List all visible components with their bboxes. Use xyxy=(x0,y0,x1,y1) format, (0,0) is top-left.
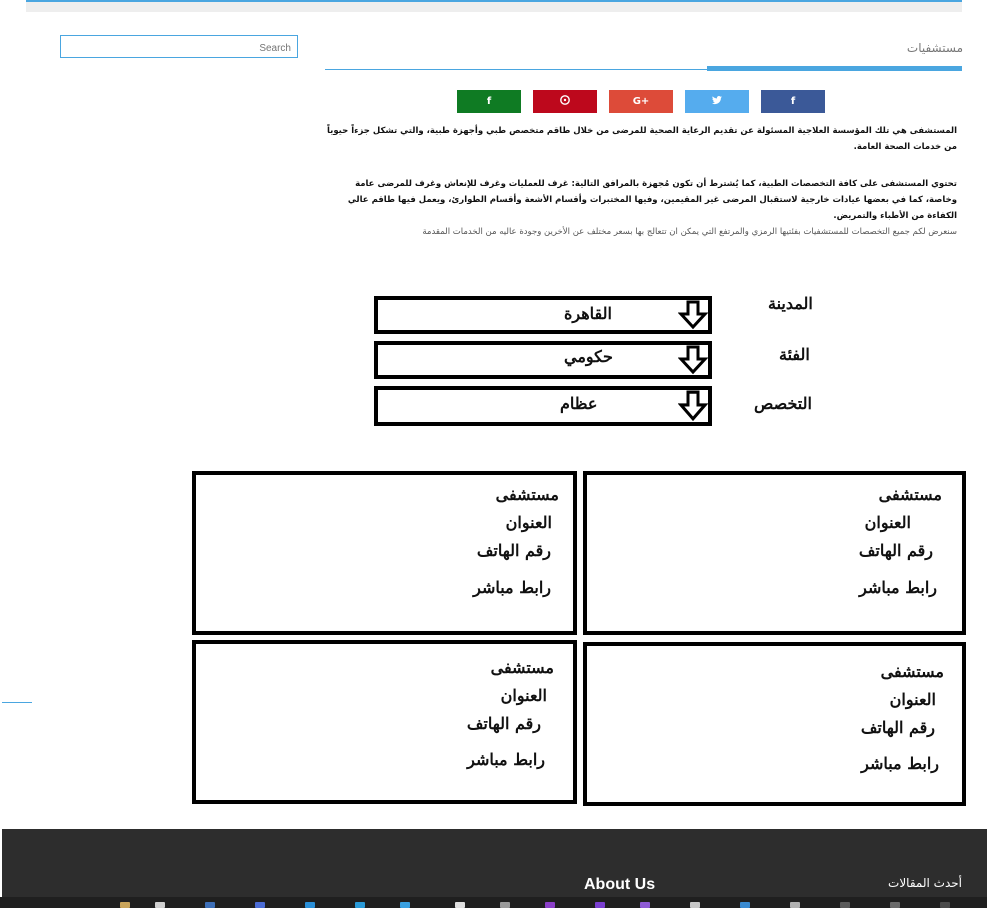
category-label: الفئة xyxy=(779,345,810,364)
hospital-phone: رقم الهاتف xyxy=(858,541,933,560)
hospital-direct-link[interactable]: رابط مباشر xyxy=(473,578,551,597)
title-divider-accent xyxy=(707,66,962,71)
hospital-name: مستشفى xyxy=(878,485,942,504)
taskbar-app-icon[interactable] xyxy=(500,902,510,908)
google-plus-icon: G+ xyxy=(632,96,650,107)
search-input[interactable] xyxy=(61,38,297,59)
footer-latest-articles-heading: أحدث المقالات xyxy=(888,876,962,890)
taskbar-app-icon[interactable] xyxy=(690,902,700,908)
taskbar-app-icon[interactable] xyxy=(355,902,365,908)
hospital-address: العنوان xyxy=(505,513,552,532)
taskbar-app-icon[interactable] xyxy=(940,902,950,908)
hospital-direct-link[interactable]: رابط مباشر xyxy=(467,750,545,769)
twitter-icon xyxy=(712,96,722,108)
hospital-card[interactable] xyxy=(192,471,577,635)
city-label: المدينة xyxy=(768,294,813,313)
arrow-down-icon xyxy=(678,300,708,330)
category-value: حكومي xyxy=(564,347,613,366)
taskbar-app-icon[interactable] xyxy=(400,902,410,908)
city-select[interactable] xyxy=(374,296,712,334)
taskbar xyxy=(0,897,987,908)
hospital-card[interactable] xyxy=(192,640,577,804)
hospital-phone: رقم الهاتف xyxy=(466,714,541,733)
pinterest-icon xyxy=(560,95,570,108)
facebook-icon: f xyxy=(790,96,796,107)
hospital-name: مستشفى xyxy=(490,658,554,677)
facebook-icon: f xyxy=(486,96,492,107)
top-bar xyxy=(26,0,962,12)
search-box[interactable] xyxy=(60,35,298,58)
taskbar-app-icon[interactable] xyxy=(155,902,165,908)
taskbar-app-icon[interactable] xyxy=(890,902,900,908)
arrow-down-icon xyxy=(678,390,708,422)
hospital-address: العنوان xyxy=(864,513,911,532)
share-twitter-button[interactable] xyxy=(685,90,749,113)
taskbar-app-icon[interactable] xyxy=(120,902,130,908)
hospital-card[interactable] xyxy=(583,642,966,806)
footer xyxy=(2,829,987,897)
taskbar-app-icon[interactable] xyxy=(640,902,650,908)
page-title: مستشفيات xyxy=(906,41,963,55)
category-select[interactable] xyxy=(374,341,712,379)
hospital-address: العنوان xyxy=(500,686,547,705)
specialty-value: عظام xyxy=(560,394,598,413)
share-google-plus-button[interactable] xyxy=(609,90,673,113)
side-accent-line xyxy=(2,702,32,703)
taskbar-app-icon[interactable] xyxy=(455,902,465,908)
hospital-direct-link[interactable]: رابط مباشر xyxy=(859,578,937,597)
hospital-name: مستشفى xyxy=(880,662,944,681)
share-facebook-button[interactable] xyxy=(761,90,825,113)
specialty-select[interactable] xyxy=(374,386,712,426)
taskbar-app-icon[interactable] xyxy=(305,902,315,908)
share-pinterest-button[interactable] xyxy=(533,90,597,113)
taskbar-app-icon[interactable] xyxy=(255,902,265,908)
taskbar-app-icon[interactable] xyxy=(205,902,215,908)
share-facebook-button[interactable] xyxy=(457,90,521,113)
arrow-down-icon xyxy=(678,345,708,375)
taskbar-app-icon[interactable] xyxy=(840,902,850,908)
footer-about-heading: About Us xyxy=(584,876,656,893)
hospital-direct-link[interactable]: رابط مباشر xyxy=(861,754,939,773)
hospital-phone: رقم الهاتف xyxy=(476,541,551,560)
intro-paragraph: المستشفى هي تلك المؤسسة العلاجية المسئولة عن تقديم الرعاية الصحية للمرضى من خلال طاقم متخصص طبي وأجهزة طبية، والتي تشكل جزءاً حيوياً من خدمات الصحة العامة. xyxy=(326,126,957,152)
specialty-label: التخصص xyxy=(754,394,812,413)
taskbar-app-icon[interactable] xyxy=(740,902,750,908)
hospital-address: العنوان xyxy=(889,690,936,709)
intro-paragraph: تحتوي المستشفى على كافة التخصصات الطبية، كما يُشترط أن تكون مُجهزة بالمرافق التالية: غرف للعمليات وغرف للإنعاش وغرف للمرضى عامة وخاصة، كما في بعضها عيادات خارجية لاستقبال المرضى غير المقيمين، وفيها المختبرات وأقسام الأشعة وأقسام الطوارئ، ويعمل فيها طاقم عالي الكفاءة من الأطباء والتمريض. xyxy=(347,179,957,221)
hospital-card[interactable] xyxy=(583,471,966,635)
intro-paragraph: سنعرض لكم جميع التخصصات للمستشفيات بفئتيها الرمزي والمرتفع التي يمكن ان تتعالج بها بسعر مختلف عن الأخرين وجودة عاليه من الخدمات المقدمة xyxy=(422,227,957,237)
hospital-phone: رقم الهاتف xyxy=(860,718,935,737)
taskbar-app-icon[interactable] xyxy=(790,902,800,908)
taskbar-app-icon[interactable] xyxy=(545,902,555,908)
city-value: القاهرة xyxy=(564,304,612,323)
hospital-name: مستشفى xyxy=(495,485,559,504)
taskbar-app-icon[interactable] xyxy=(595,902,605,908)
